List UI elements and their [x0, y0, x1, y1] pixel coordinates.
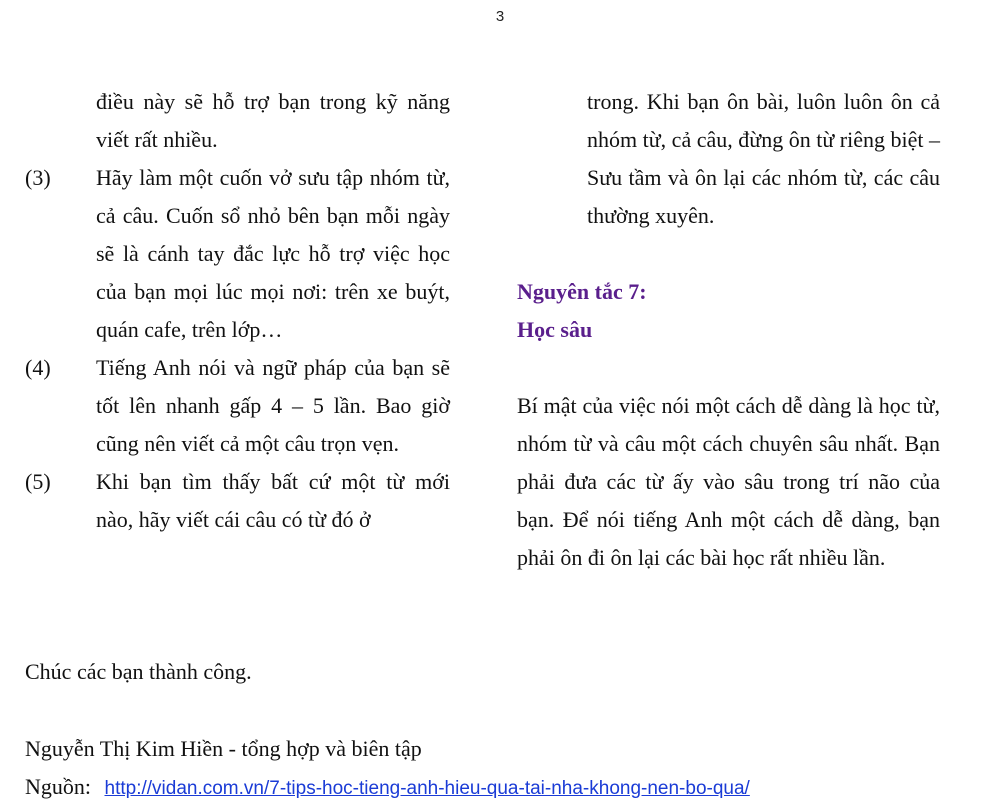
author-line: Nguyễn Thị Kim Hiền - tổng hợp và biên tập	[25, 736, 422, 761]
list-item-text: Hãy làm một cuốn vở sưu tập nhóm từ, cả câu. Cuốn sổ nhỏ bên bạn mỗi ngày sẽ là cánh tay đắc lực hỗ trợ việc học của bạn mọi lúc mọi nơi: trên xe buýt, quán cafe, trên lớp…	[96, 165, 450, 342]
section-heading-subtitle: Học sâu	[517, 317, 593, 342]
page-number: 3	[495, 8, 505, 25]
list-item-number: (4)	[25, 355, 51, 380]
closing-text: Chúc các bạn thành công.	[25, 659, 252, 684]
source-label: Nguồn:	[25, 774, 91, 799]
source-line	[25, 768, 750, 808]
list-item	[25, 159, 450, 349]
section-paragraph: Bí mật của việc nói một cách dễ dàng là học từ, nhóm từ và câu một cách chuyên sâu nhất. Bạn phải đưa các từ ấy vào sâu trong trí não của bạn. Để nói tiếng Anh một cách dễ dàng, bạn phải ôn đi ôn lại các bài học rất nhiều lần.	[517, 393, 940, 570]
list-item-text: Khi bạn tìm thấy bất cứ một từ mới nào, hãy viết cái câu có từ đó ở	[96, 469, 450, 532]
left-column	[25, 83, 450, 539]
source-link[interactable]: http://vidan.com.vn/7-tips-hoc-tieng-anh-hieu-qua-tai-nha-khong-nen-bo-qua/	[104, 778, 750, 799]
section-heading	[517, 273, 940, 349]
list-item-number: (3)	[25, 165, 51, 190]
right-column	[517, 83, 940, 577]
list-item	[25, 463, 450, 539]
left-continuation-text: điều này sẽ hỗ trợ bạn trong kỹ năng viết rất nhiều.	[96, 89, 450, 152]
list-item	[25, 349, 450, 463]
list-item-number: (5)	[25, 469, 51, 494]
list-item-text: Tiếng Anh nói và ngữ pháp của bạn sẽ tốt lên nhanh gấp 4 – 5 lần. Bao giờ cũng nên viết cả một câu trọn vẹn.	[96, 355, 450, 456]
right-continuation-text: trong. Khi bạn ôn bài, luôn luôn ôn cả nhóm từ, cả câu, đừng ôn từ riêng biệt – Sưu tầm và ôn lại các nhóm từ, các câu thường xuyên.	[587, 89, 940, 228]
section-heading-title: Nguyên tắc 7:	[517, 279, 647, 304]
